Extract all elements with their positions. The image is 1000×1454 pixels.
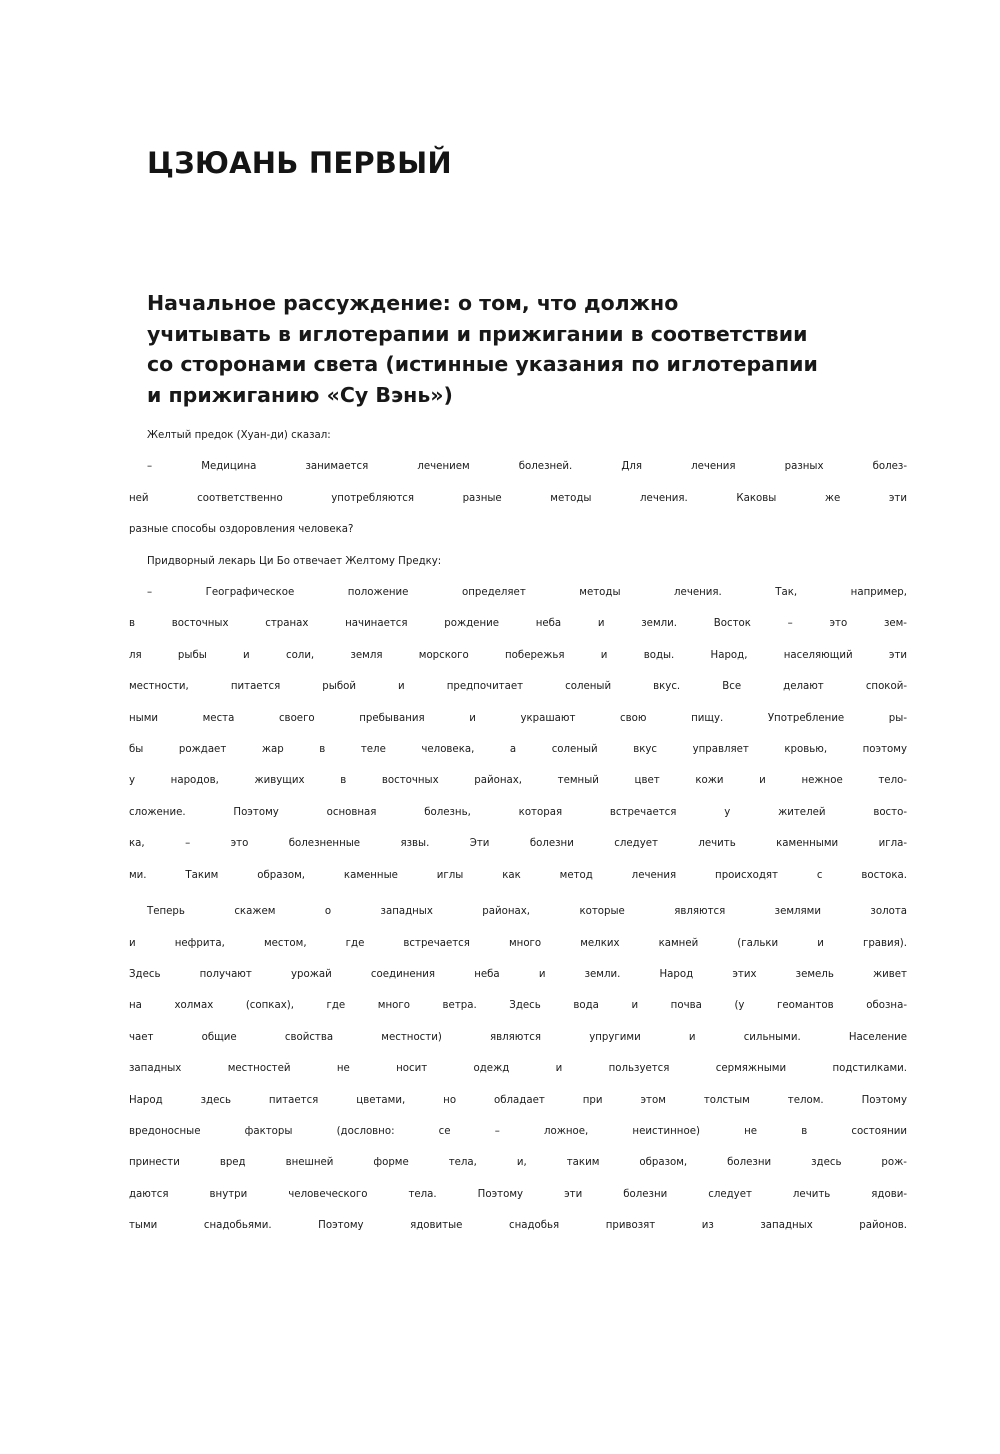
paragraph-line: – Географическое положение определяет методы лечения. Так, например, [147,587,907,599]
body-text [129,420,907,1242]
paragraph-line: ными места своего пребывания и украшают свою пищу. Употребление ры- [129,712,907,724]
paragraph-line: и нефрита, местом, где встречается много мелких камней (гальки и гравия). [129,937,907,949]
paragraph-line: – Медицина занимается лечением болезней. Для лечения разных болез- [147,461,907,473]
section-heading-line: Начальное рассуждение: о том, что должно [147,291,679,315]
paragraph-line: ми. Таким образом, каменные иглы как метод лечения происходят с востока. [129,869,907,881]
paragraph-line: у народов, живущих в восточных районах, темный цвет кожи и нежное тело- [129,775,907,787]
section-heading [147,288,867,410]
paragraph-line: вредоносные факторы (дословно: се – ложное, неистинное) не в состоянии [129,1125,907,1137]
paragraph-line: местности, питается рыбой и предпочитает соленый вкус. Все делают спокой- [129,681,907,693]
paragraph-line: Желтый предок (Хуан-ди) сказал: [147,430,331,441]
paragraph-line: сложение. Поэтому основная болезнь, которая встречается у жителей восто- [129,806,907,818]
section-heading-line: и прижиганию «Су Вэнь») [147,382,453,407]
paragraph-line: Здесь получают урожай соединения неба и земли. Народ этих земель живет [129,968,907,980]
paragraph-line: чает общие свойства местности) являются упругими и сильными. Население [129,1031,907,1043]
paragraph-line: бы рождает жар в теле человека, а соленый вкус управляет кровью, поэтому [129,744,907,756]
chapter-title: ЦЗЮАНЬ ПЕРВЫЙ [147,146,452,180]
paragraph-line: на холмах (сопках), где много ветра. Здесь вода и почва (у геомантов обозна- [129,1000,907,1012]
paragraph-line: ней соответственно употребляются разные методы лечения. Каковы же эти [129,492,907,504]
paragraph-line: даются внутри человеческого тела. Поэтому эти болезни следует лечить ядови- [129,1188,907,1200]
paragraph-line: западных местностей не носит одежд и пользуется сермяжными подстилками. [129,1063,907,1075]
paragraph-line: ля рыбы и соли, земля морского побережья и воды. Народ, населяющий эти [129,649,907,661]
paragraph-line: Народ здесь питается цветами, но обладает при этом толстым телом. Поэтому [129,1094,907,1106]
section-heading-line: учитывать в иглотерапии и прижигании в соответствии [147,321,808,346]
paragraph-line: принести вред внешней форме тела, и, таким образом, болезни здесь рож- [129,1157,907,1169]
section-heading-line: со сторонами света (истинные указания по иглотерапии [147,352,818,376]
paragraph-line: Теперь скажем о западных районах, которые являются землями золота [147,906,907,918]
paragraph-line: разные способы оздоровления человека? [129,524,354,536]
paragraph-line: тыми снадобьями. Поэтому ядовитые снадобья привозят из западных районов. [129,1220,907,1232]
paragraph-line: ка, – это болезненные язвы. Эти болезни следует лечить каменными игла- [129,838,907,850]
paragraph-line: Придворный лекарь Ци Бо отвечает Желтому Предку: [147,555,442,567]
paragraph-line: в восточных странах начинается рождение неба и земли. Восток – это зем- [129,618,907,630]
